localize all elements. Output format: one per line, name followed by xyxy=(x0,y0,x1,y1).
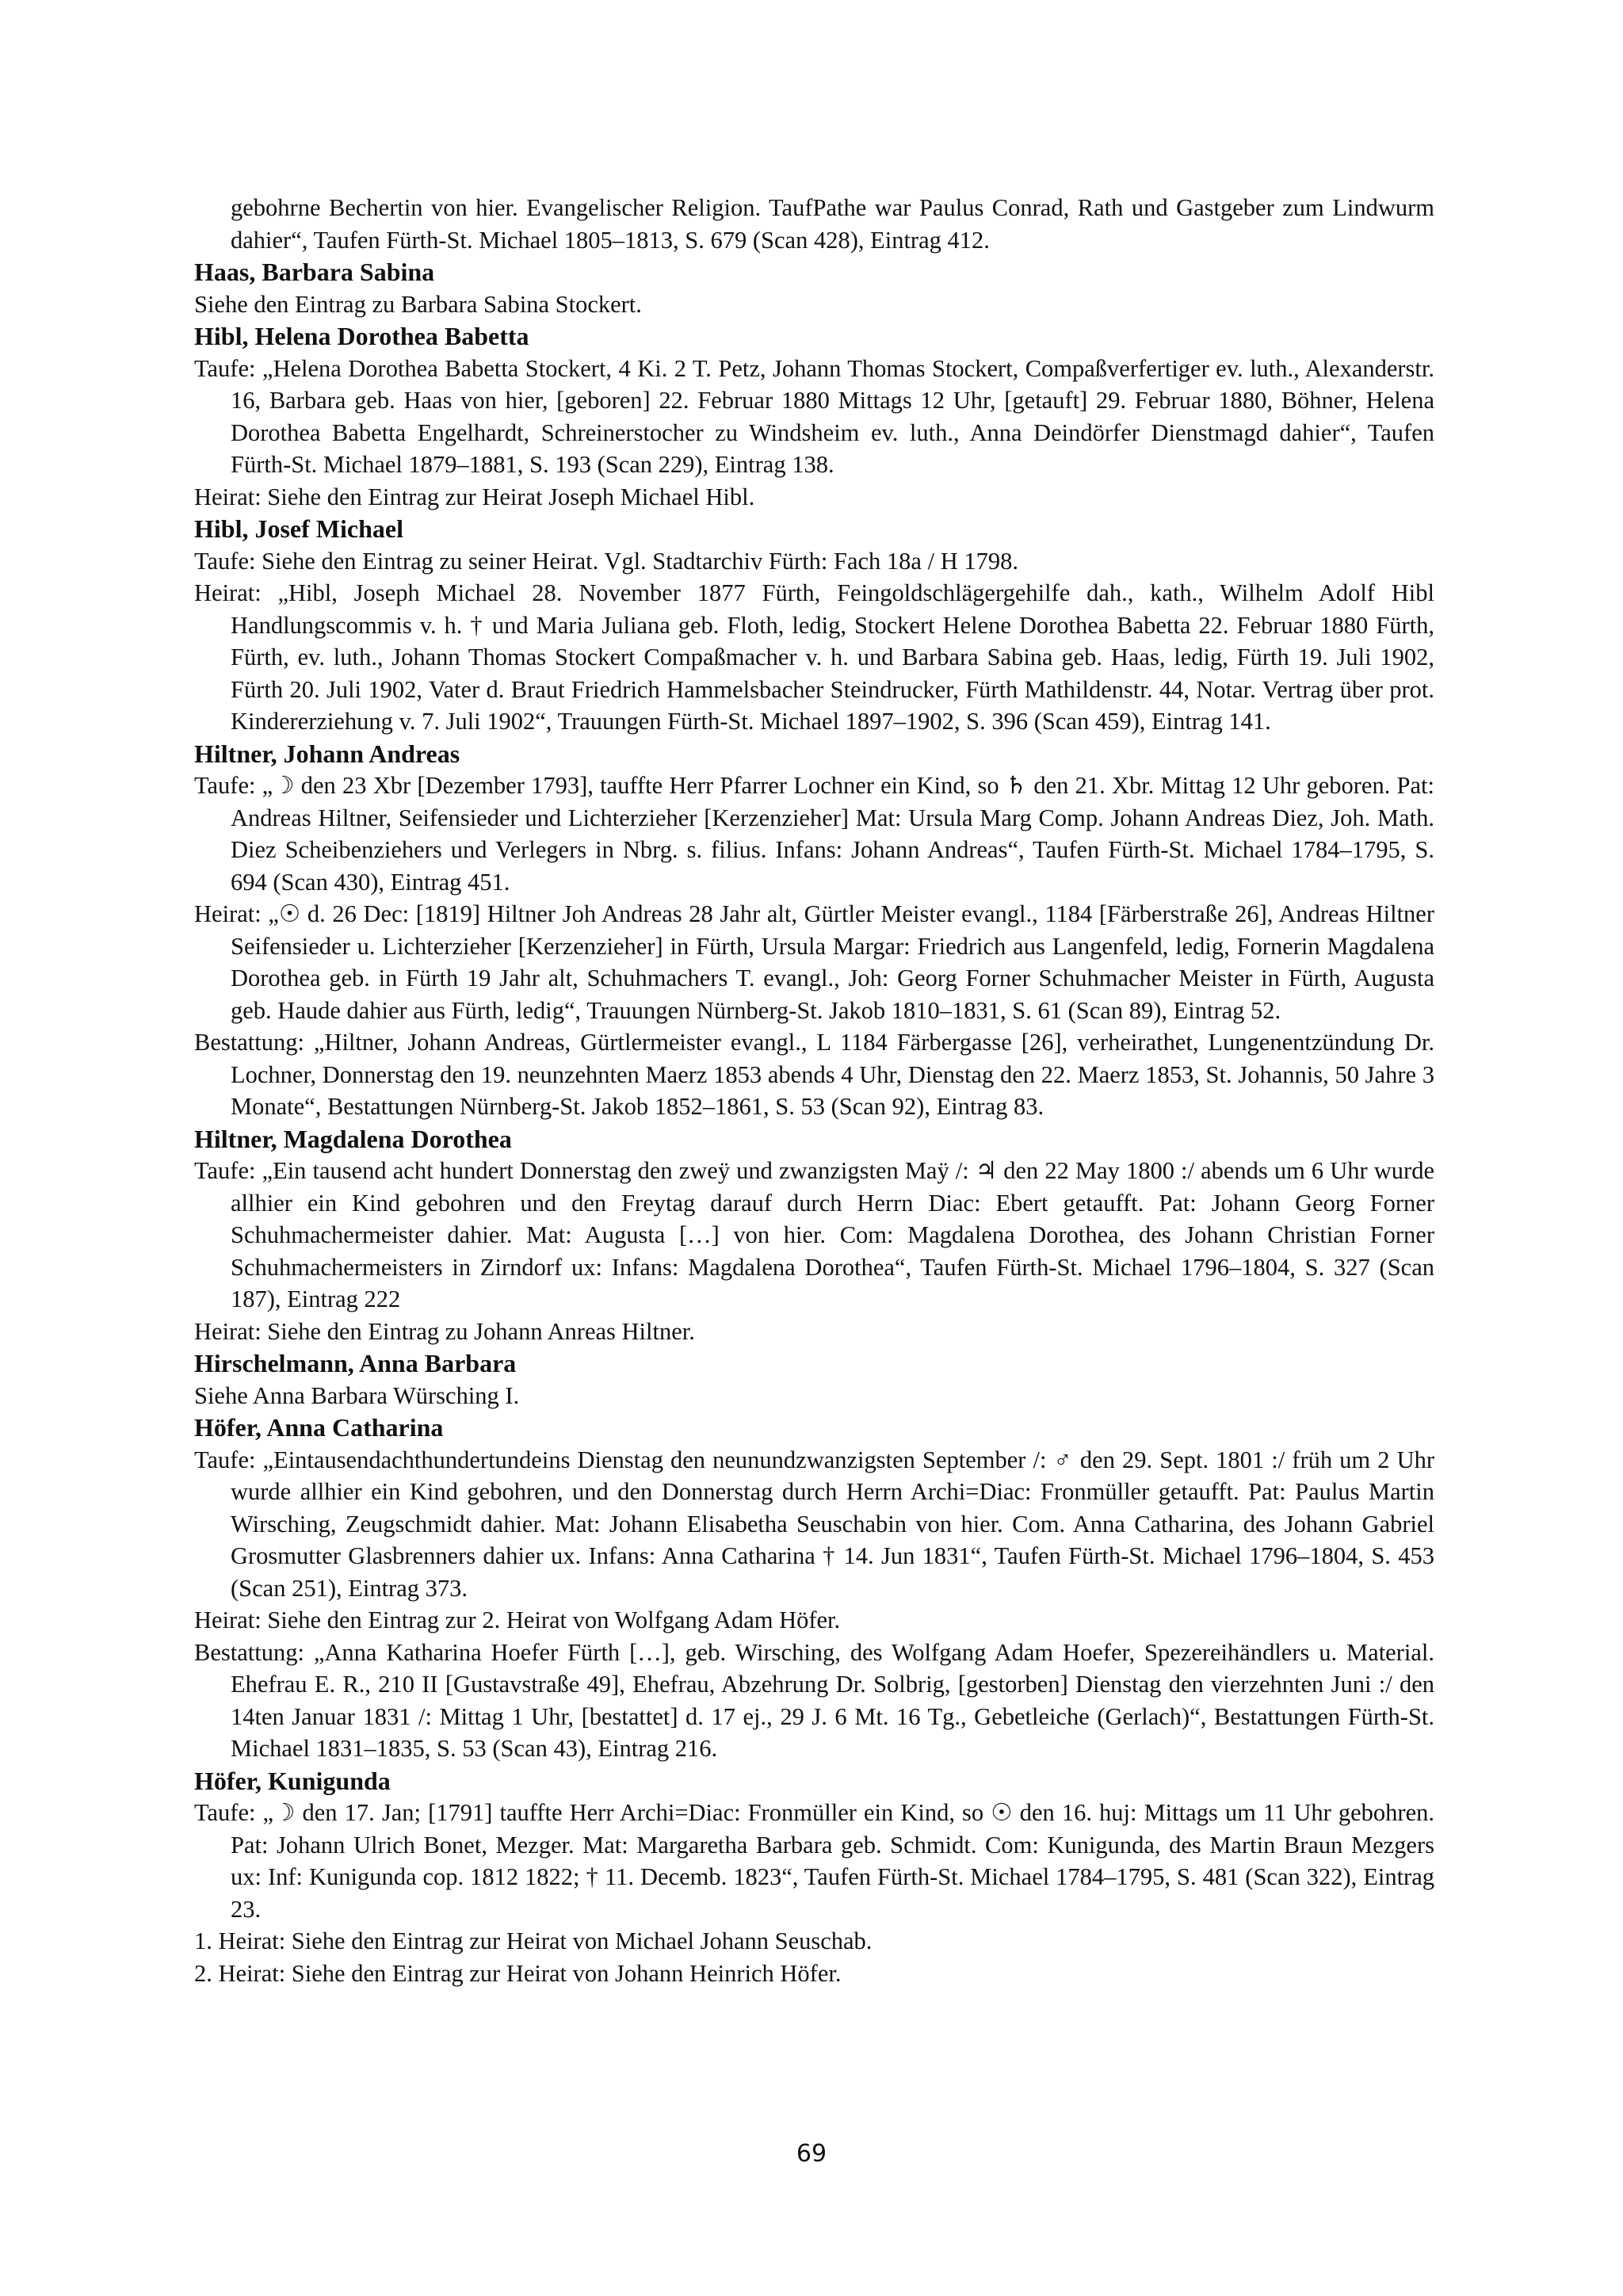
entry-paragraph: Taufe: „Eintausendachthundertundeins Dienstag den neunundzwanzigsten September /: ♂ den 29. Sept. 1801 :/ früh um 2 Uhr wurde allhier ein Kind gebohren, und den Donnerstag durch Herrn Archi=Diac: Fronmüller getaufft. Pat: Paulus Martin Wirsching, Zeugschmidt dahier. Mat: Johann Elisabetha Seuschabin von hier. Com. Anna Catharina, des Johann Gabriel Grosmutter Glasbrenners dahier ux. Infans: Anna Catharina † 14. Jun 1831“, Taufen Fürth-St. Michael 1796–1804, S. 453 (Scan 251), Eintrag 373. xyxy=(194,1446,1434,1602)
entry-heading: Hirschelmann, Anna Barbara xyxy=(194,1349,517,1377)
entry-heading: Höfer, Anna Catharina xyxy=(194,1413,444,1442)
entry-hiltner-magdalena xyxy=(194,1123,1434,1348)
entry-paragraph: Taufe: „☽ den 17. Jan; [1791] tauffte Herr Archi=Diac: Fronmüller ein Kind, so ☉ den 16. huj: Mittags um 11 Uhr gebohren. Pat: Johann Ulrich Bonet, Mezger. Mat: Margaretha Barbara geb. Schmidt. Com: Kunigunda, des Martin Braun Mezgers ux: Inf: Kunigunda cop. 1812 1822; † 11. Decemb. 1823“, Taufen Fürth-St. Michael 1784–1795, S. 481 (Scan 322), Eintrag 23. xyxy=(194,1799,1434,1923)
entry-paragraph: Taufe: Siehe den Eintrag zu seiner Heirat. Vgl. Stadtarchiv Fürth: Fach 18a / H 1798. xyxy=(194,547,1018,575)
entry-paragraph: Heirat: Siehe den Eintrag zur 2. Heirat von Wolfgang Adam Höfer. xyxy=(194,1606,841,1633)
entry-paragraph: Siehe den Eintrag zu Barbara Sabina Stockert. xyxy=(194,290,642,318)
entry-paragraph: 1. Heirat: Siehe den Eintrag zur Heirat von Michael Johann Seuschab. xyxy=(194,1927,873,1954)
entry-paragraph: Taufe: „Helena Dorothea Babetta Stockert, 4 Ki. 2 T. Petz, Johann Thomas Stockert, Compaßverfertiger ev. luth., Alexanderstr. 16, Barbara geb. Haas von hier, [geboren] 22. Februar 1880 Mittags 12 Uhr, [getauft] 29. Februar 1880, Böhner, Helena Dorothea Babetta Engelhardt, Schreinerstocher zu Windsheim ev. luth., Anna Deindörfer Dienstmagd dahier“, Taufen Fürth-St. Michael 1879–1881, S. 193 (Scan 229), Eintrag 138. xyxy=(194,354,1434,478)
entry-hoefer-anna xyxy=(194,1412,1434,1765)
entry-paragraph: Heirat: Siehe den Eintrag zur Heirat Joseph Michael Hibl. xyxy=(194,483,755,510)
entry-paragraph: Siehe Anna Barbara Würsching I. xyxy=(194,1381,520,1409)
entry-haas-barbara-sabina xyxy=(194,256,1434,320)
entry-hibl-helena xyxy=(194,320,1434,513)
entry-paragraph: Bestattung: „Anna Katharina Hoefer Fürth […], geb. Wirsching, des Wolfgang Adam Hoefer, Spezereihändlers u. Material. Ehefrau E. R., 210 II [Gustavstraße 49], Ehefrau, Abzehrung Dr. Solbrig, [gestorben] Dienstag den vierzehnten Juni :/ den 14ten Januar 1831 /: Mittag 1 Uhr, [bestattet] d. 17 ej., 29 J. 6 Mt. 16 Tg., Gebetleiche (Gerlach)“, Bestattungen Fürth-St. Michael 1831–1835, S. 53 (Scan 43), Eintrag 216. xyxy=(194,1638,1434,1762)
entry-hibl-josef xyxy=(194,513,1434,738)
page-number: 69 xyxy=(796,2140,827,2168)
entry-heading: Hiltner, Magdalena Dorothea xyxy=(194,1124,512,1153)
entry-heading: Hibl, Helena Dorothea Babetta xyxy=(194,322,529,350)
entry-heading: Hibl, Josef Michael xyxy=(194,514,403,543)
entry-paragraph: Bestattung: „Hiltner, Johann Andreas, Gürtlermeister evangl., L 1184 Färbergasse [26], verheirathet, Lungenentzündung Dr. Lochner, Donnerstag den 19. neunzehnten Maerz 1853 abends 4 Uhr, Dienstag den 22. Maerz 1853, St. Johannis, 50 Jahre 3 Monate“, Bestattungen Nürnberg-St. Jakob 1852–1861, S. 53 (Scan 92), Eintrag 83. xyxy=(194,1029,1434,1120)
entry-paragraph: Heirat: „☉ d. 26 Dec: [1819] Hiltner Joh Andreas 28 Jahr alt, Gürtler Meister evangl., 1184 [Färberstraße 26], Andreas Hiltner Seifensieder u. Lichterzieher [Kerzenzieher] in Fürth, Ursula Margar: Friedrich aus Langenfeld, ledig, Fornerin Magdalena Dorothea geb. in Fürth 19 Jahr alt, Schuhmachers T. evangl., Joh: Georg Forner Schuhmacher Meister in Fürth, Augusta geb. Haude dahier aus Fürth, ledig“, Trauungen Nürnberg-St. Jakob 1810–1831, S. 61 (Scan 89), Eintrag 52. xyxy=(194,900,1434,1024)
entry-paragraph: Heirat: Siehe den Eintrag zu Johann Anreas Hiltner. xyxy=(194,1317,695,1345)
page-content xyxy=(194,192,1434,1989)
entry-heading: Haas, Barbara Sabina xyxy=(194,258,435,286)
entry-hirschelmann-anna xyxy=(194,1347,1434,1412)
entry-hoefer-kunigunda xyxy=(194,1765,1434,1990)
entry-paragraph: Taufe: „Ein tausend acht hundert Donnerstag den zweÿ und zwanzigsten Maÿ /: ♃ den 22 May 1800 :/ abends um 6 Uhr wurde allhier ein Kind gebohren und den Freytag darauf durch Herrn Diac: Ebert getaufft. Pat: Johann Georg Forner Schuhmachermeister dahier. Mat: Augusta […] von hier. Com: Magdalena Dorothea, des Johann Christian Forner Schuhmachermeisters in Zirndorf ux: Infans: Magdalena Dorothea“, Taufen Fürth-St. Michael 1796–1804, S. 327 (Scan 187), Eintrag 222 xyxy=(194,1157,1434,1312)
entry-paragraph: 2. Heirat: Siehe den Eintrag zur Heirat von Johann Heinrich Höfer. xyxy=(194,1959,842,1987)
entry-paragraph: Taufe: „☽ den 23 Xbr [Dezember 1793], tauffte Herr Pfarrer Lochner ein Kind, so ♄ den 21. Xbr. Mittag 12 Uhr geboren. Pat: Andreas Hiltner, Seifensieder und Lichterzieher [Kerzenzieher] Mat: Ursula Marg Comp. Johann Andreas Diez, Joh. Math. Diez Scheibenziehers und Verlegers in Nbrg. s. filius. Infans: Johann Andreas“, Taufen Fürth-St. Michael 1784–1795, S. 694 (Scan 430), Eintrag 451. xyxy=(194,772,1434,896)
entry-paragraph: Heirat: „Hibl, Joseph Michael 28. November 1877 Fürth, Feingoldschlägergehilfe dah., kath., Wilhelm Adolf Hibl Handlungscommis v. h. † und Maria Juliana geb. Floth, ledig, Stockert Helene Dorothea Babetta 22. Februar 1880 Fürth, Fürth, ev. luth., Johann Thomas Stockert Compaßmacher v. h. und Barbara Sabina geb. Haas, ledig, Fürth 19. Juli 1902, Fürth 20. Juli 1902, Vater d. Braut Friedrich Hammelsbacher Steindrucker, Fürth Mathildenstr. 44, Notar. Vertrag über prot. Kindererziehung v. 7. Juli 1902“, Trauungen Fürth-St. Michael 1897–1902, S. 396 (Scan 459), Eintrag 141. xyxy=(194,579,1434,735)
entry-hiltner-johann xyxy=(194,738,1434,1123)
entry-heading: Höfer, Kunigunda xyxy=(194,1766,391,1795)
intro-paragraph: gebohrne Bechertin von hier. Evangelischer Religion. TaufPathe war Paulus Conrad, Rath und Gastgeber zum Lindwurm dahier“, Taufen Fürth-St. Michael 1805–1813, S. 679 (Scan 428), Eintrag 412. xyxy=(231,194,1434,254)
entry-heading: Hiltner, Johann Andreas xyxy=(194,739,460,768)
